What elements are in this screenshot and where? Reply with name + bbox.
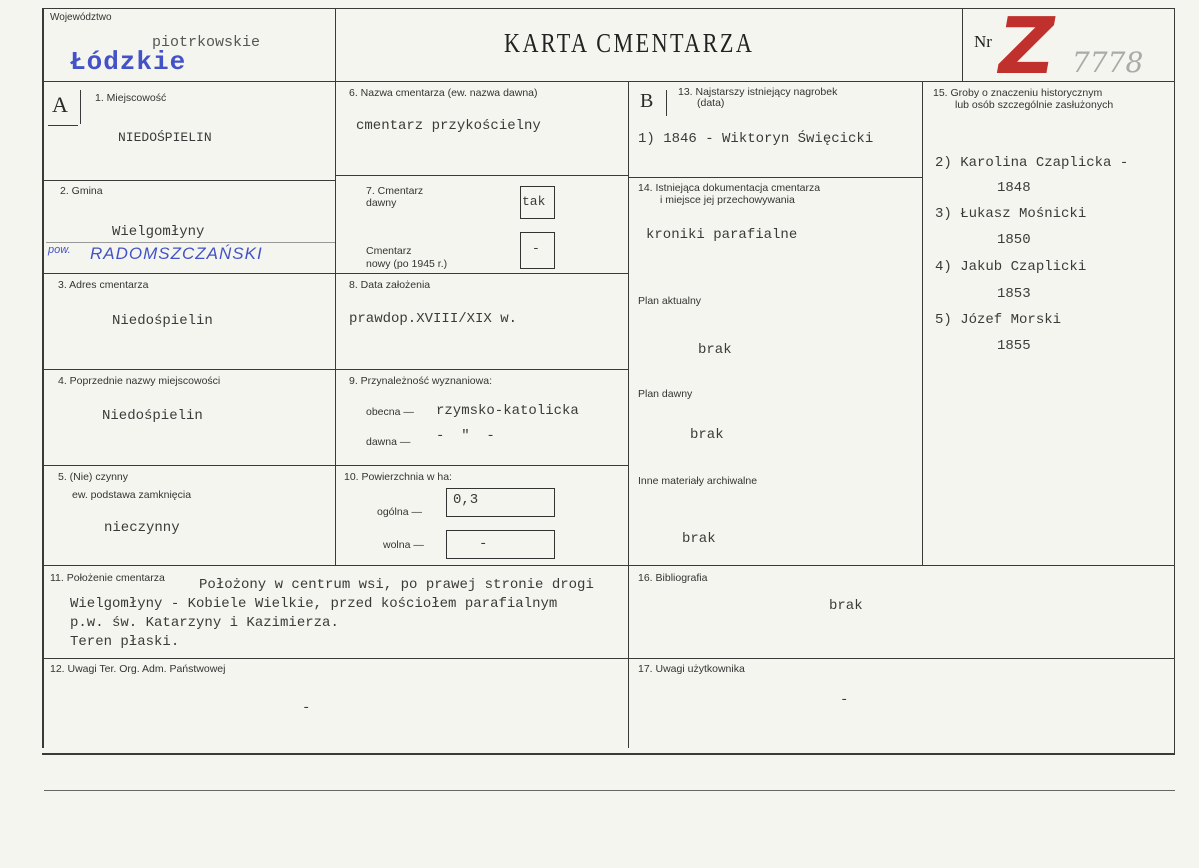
field-9-label: 9. Przynależność wyznaniowa:	[349, 375, 492, 387]
row-line	[42, 465, 628, 466]
right-border	[1174, 8, 1175, 754]
card-title: KARTA CMENTARZA	[504, 28, 755, 58]
field-10-wolna-label: wolna —	[383, 539, 424, 551]
field-9-dawna-value: - " -	[436, 428, 495, 444]
grave-name: 2) Karolina Czaplicka -	[935, 155, 1129, 171]
grave-year: 1855	[997, 338, 1031, 354]
field-5-value: nieczynny	[104, 520, 180, 536]
row-line	[335, 175, 628, 176]
wojewodztwo-label: Województwo	[50, 12, 112, 23]
field-12-value: -	[302, 700, 311, 716]
field-7-dawny-label: dawny	[366, 197, 397, 209]
field-16-label: 16. Bibliografia	[638, 572, 708, 584]
col-divider-1	[335, 8, 336, 565]
field-6-value: cmentarz przykościelny	[356, 118, 541, 134]
letter-mark	[48, 125, 78, 126]
field-6-label: 6. Nazwa cmentarza (ew. nazwa dawna)	[349, 87, 538, 99]
field-3-label: 3. Adres cmentarza	[58, 279, 149, 291]
col-divider-2	[628, 81, 629, 748]
field-7-dawny-value: tak	[522, 194, 546, 209]
field-14-sublabel: i miejsce jej przechowywania	[660, 194, 795, 206]
letter-mark	[80, 90, 81, 124]
field-5-label: 5. (Nie) czynny	[58, 471, 129, 483]
field-8-value: prawdop.XVIII/XIX w.	[349, 311, 518, 327]
plan-dawny-value: brak	[690, 427, 724, 443]
field-3-value: Niedośpielin	[112, 313, 213, 329]
field-1-label: 1. Miejscowość	[95, 92, 167, 104]
row-line	[42, 753, 1175, 755]
row-line	[42, 565, 1175, 566]
field-13-label: 13. Najstarszy istniejący nagrobek	[678, 86, 838, 98]
nr-value: 7778	[1072, 46, 1144, 79]
field-7-nowy-box	[520, 232, 555, 269]
field-16-value: brak	[829, 598, 863, 614]
field-9-dawna-label: dawna —	[366, 436, 411, 448]
grave-year: 1850	[997, 232, 1031, 248]
field-2-label: 2. Gmina	[60, 185, 103, 197]
nr-label: Nr	[974, 32, 992, 51]
field-2-value: Wielgomłyny	[112, 224, 205, 240]
field-4-label: 4. Poprzednie nazwy miejscowości	[58, 375, 221, 387]
section-a-letter: A	[52, 92, 68, 117]
section-b-letter: B	[640, 90, 654, 112]
field-14-label: 14. Istniejąca dokumentacja cmentarza	[638, 182, 821, 194]
row-line	[46, 242, 335, 243]
field-10-wolna-value: -	[479, 536, 488, 552]
nr-divider	[962, 8, 963, 81]
field-13-value: 1) 1846 - Wiktoryn Święcicki	[638, 131, 874, 147]
field-15-label: 15. Groby o znaczeniu historycznym	[933, 87, 1103, 99]
grave-year: 1848	[997, 180, 1031, 196]
field-14-value: kroniki parafialne	[646, 227, 798, 243]
row-line	[42, 369, 628, 370]
field-10-ogolna-label: ogólna —	[377, 506, 422, 518]
plan-aktualny-label: Plan aktualny	[638, 295, 702, 307]
field-9-obecna-label: obecna —	[366, 406, 414, 418]
inne-materialy-label: Inne materiały archiwalne	[638, 475, 758, 487]
field-10-ogolna-value: 0,3	[453, 492, 479, 508]
field-11-line3: p.w. św. Katarzyny i Kazimierza.	[70, 615, 339, 631]
letter-mark	[666, 90, 667, 116]
field-17-label: 17. Uwagi użytkownika	[638, 663, 745, 675]
field-5-sublabel: ew. podstawa zamknięcia	[72, 489, 192, 501]
grave-name: 4) Jakub Czaplicki	[935, 259, 1087, 275]
grave-name: 3) Łukasz Mośnicki	[935, 206, 1087, 222]
field-11-line2: Wielgomłyny - Kobiele Wielkie, przed kościołem parafialnym	[70, 596, 558, 612]
row-line	[629, 177, 922, 178]
grave-name: 5) Józef Morski	[935, 312, 1062, 328]
field-10-label: 10. Powierzchnia w ha:	[344, 471, 452, 483]
row-line	[44, 790, 1175, 791]
powiat-prefix: pow.	[48, 244, 71, 256]
field-7-label: 7. Cmentarz	[366, 185, 424, 197]
col-divider-3	[922, 81, 923, 565]
field-9-obecna-value: rzymsko-katolicka	[436, 403, 579, 419]
plan-aktualny-value: brak	[698, 342, 732, 358]
plan-dawny-label: Plan dawny	[638, 388, 693, 400]
field-15-sublabel: lub osób szczególnie zasłużonych	[955, 99, 1114, 111]
field-13-sublabel: (data)	[697, 97, 725, 109]
field-7-dawny-box	[520, 186, 555, 219]
field-7-nowy-label: Cmentarz	[366, 245, 412, 257]
field-11-line4: Teren płaski.	[70, 634, 180, 650]
field-7-nowy-value: -	[532, 241, 540, 256]
wojewodztwo-stamp: Łódzkie	[70, 47, 187, 77]
inne-materialy-value: brak	[682, 531, 716, 547]
powiat-value: RADOMSZCZAŃSKI	[90, 244, 263, 263]
row-line	[42, 180, 335, 181]
field-1-value: NIEDOŚPIELIN	[118, 130, 212, 145]
field-12-label: 12. Uwagi Ter. Org. Adm. Państwowej	[50, 663, 226, 675]
field-8-label: 8. Data założenia	[349, 279, 431, 291]
wojewodztwo-old: piotrkowskie	[152, 34, 261, 51]
row-line	[42, 273, 628, 274]
grave-year: 1853	[997, 286, 1031, 302]
field-4-value: Niedośpielin	[102, 408, 203, 424]
nr-letter: Z	[990, 2, 1063, 92]
field-10-ogolna-box	[446, 488, 555, 517]
row-line	[42, 658, 1175, 659]
left-border	[42, 8, 44, 748]
field-7-nowy-sublabel: nowy (po 1945 r.)	[366, 258, 448, 270]
field-11-label: 11. Położenie cmentarza	[50, 572, 165, 584]
field-11-line1: Położony w centrum wsi, po prawej stronie drogi	[199, 577, 594, 593]
field-10-wolna-box	[446, 530, 555, 559]
field-17-value: -	[840, 692, 849, 708]
